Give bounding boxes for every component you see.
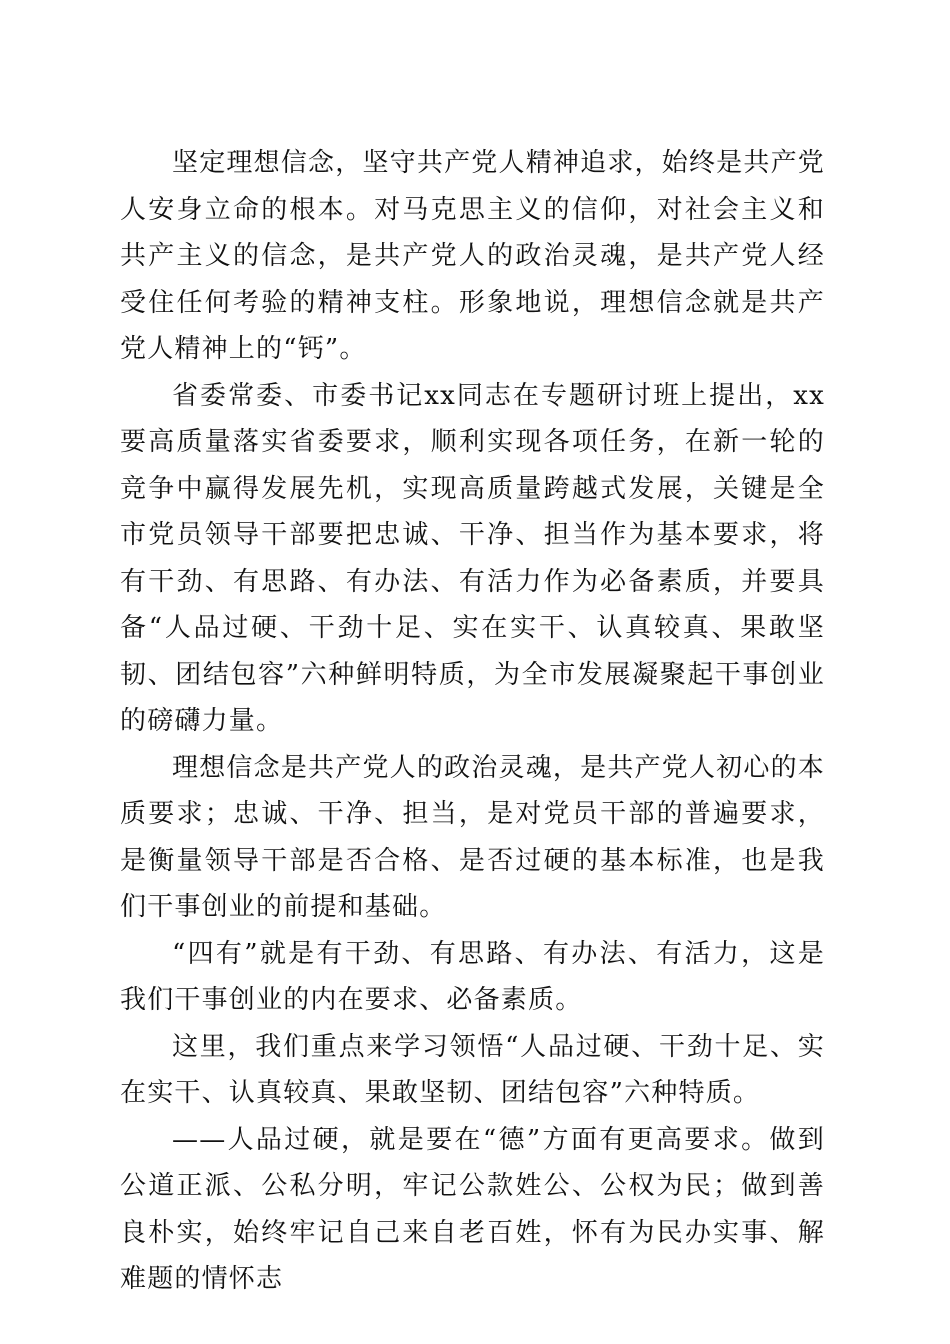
paragraph-character: ——人品过硬，就是要在“德”方面有更高要求。做到公道正派、公私分明，牢记公款姓公、公权为民；做到善良朴实，始终牢记自己来自老百姓，怀有为民办实事、解难题的情怀志	[120, 1124, 825, 1294]
paragraph-political-soul: 理想信念是共产党人的政治灵魂，是共产党人初心的本质要求；忠诚、干净、担当，是对党员干部的普遍要求，是衡量领导干部是否合格、是否过硬的基本标准，也是我们干事创业的前提和基础。	[120, 752, 825, 922]
paragraph-ideals: 坚定理想信念，坚守共产党人精神追求，始终是共产党人安身立命的根本。对马克思主义的信仰，对社会主义和共产主义的信念，是共产党人的政治灵魂，是共产党人经受住任何考验的精神支柱。形象地说，理想信念就是共产党人精神上的“钙”。	[120, 148, 825, 364]
paragraph-six-traits: 这里，我们重点来学习领悟“人品过硬、干劲十足、实在实干、认真较真、果敢坚韧、团结包容”六种特质。	[120, 1031, 825, 1108]
document-body	[120, 140, 825, 1303]
paragraph-secretary-remarks: 省委常委、市委书记xx同志在专题研讨班上提出，xx要高质量落实省委要求，顺利实现各项任务，在新一轮的竞争中赢得发展先机，实现高质量跨越式发展，关键是全市党员领导干部要把忠诚、干净、担当作为基本要求，将有干劲、有思路、有办法、有活力作为必备素质，并要具备“人品过硬、干劲十足、实在实干、认真较真、果敢坚韧、团结包容”六种鲜明特质，为全市发展凝聚起干事创业的磅礴力量。	[120, 380, 825, 736]
paragraph-four-haves: “四有”就是有干劲、有思路、有办法、有活力，这是我们干事创业的内在要求、必备素质。	[120, 938, 825, 1015]
